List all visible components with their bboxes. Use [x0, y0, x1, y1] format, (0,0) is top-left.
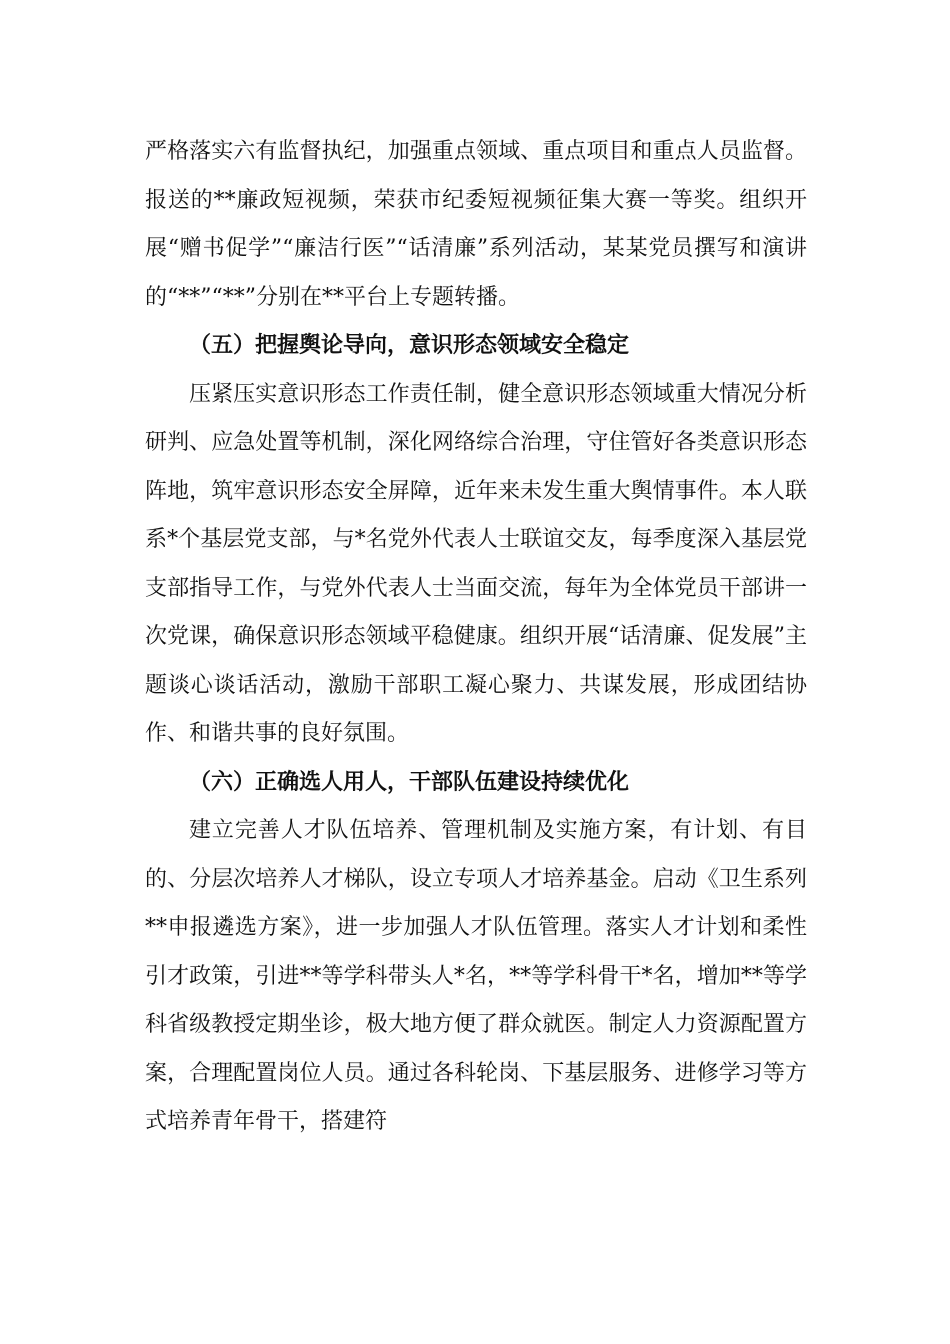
- document-page: [145, 128, 807, 1147]
- paragraph-supervision: 严格落实六有监督执纪，加强重点领域、重点项目和重点人员监督。报送的**廉政短视频，荣获市纪委短视频征集大赛一等奖。组织开展“赠书促学”“廉洁行医”“话清廉”系列活动，某某党员撰写和演讲的“**”“**”分别在**平台上专题转播。: [145, 139, 808, 310]
- paragraph-talent: 建立完善人才队伍培养、管理机制及实施方案，有计划、有目的、分层次培养人才梯队，设立专项人才培养基金。启动《卫生系列**申报遴选方案》，进一步加强人才队伍管理。落实人才计划和柔性引才政策，引进**等学科带头人*名，**等学科骨干*名，增加**等学科省级教授定期坐诊，极大地方便了群众就医。制定人力资源配置方案，合理配置岗位人员。通过各科轮岗、下基层服务、进修学习等方式培养青年骨干，搭建符: [145, 818, 807, 1134]
- section-heading-six: （六）正确选人用人，干部队伍建设持续优化: [189, 769, 630, 795]
- section-heading-five: （五）把握舆论导向，意识形态领域安全稳定: [189, 333, 630, 358]
- paragraph-ideology: 压紧压实意识形态工作责任制，健全意识形态领域重大情况分析研判、应急处置等机制，深化网络综合治理，守住管好各类意识形态阵地，筑牢意识形态安全屏障，近年来未发生重大舆情事件。本人联系*个基层党支部，与*名党外代表人士联谊交友，每季度深入基层党支部指导工作，与党外代表人士当面交流，每年为全体党员干部讲一次党课，确保意识形态领域平稳健康。组织开展“话清廉、促发展”主题谈心谈话活动，激励干部职工凝心聚力、共谋发展，形成团结协作、和谐共事的良好氛围。: [145, 381, 807, 746]
